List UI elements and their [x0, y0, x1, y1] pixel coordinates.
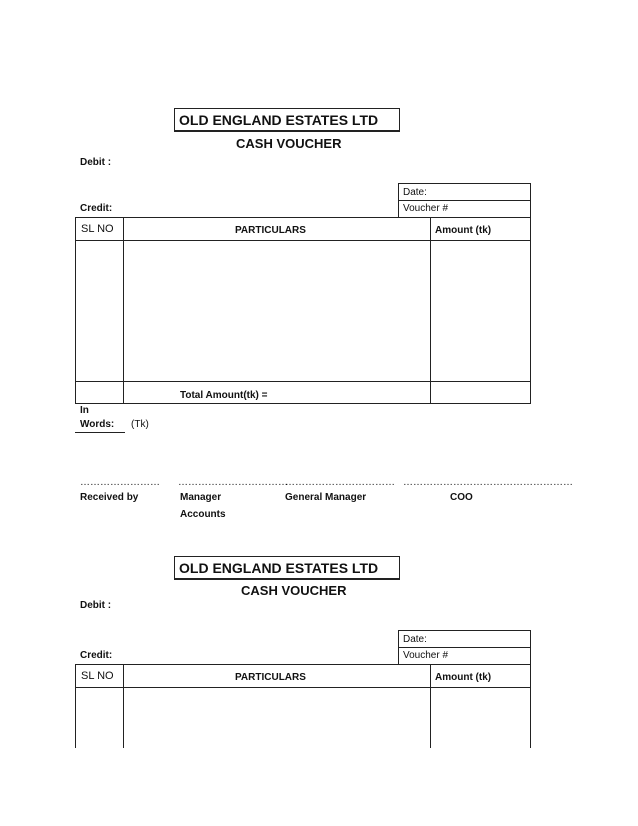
column-header-sl-no: SL NO [81, 223, 114, 235]
debit-label: Debit : [80, 157, 112, 168]
voucher-number-label: Voucher # [403, 203, 449, 214]
in-words-label-2: Words: [80, 419, 115, 430]
date-box-divider [398, 200, 531, 201]
total-amount-label: Total Amount(tk) = [180, 390, 268, 401]
date-box-top [398, 183, 531, 184]
column-header-particulars: PARTICULARS [235, 225, 306, 236]
signature-line-gm: …………………………… [285, 477, 395, 488]
column-header-sl-no: SL NO [81, 670, 114, 682]
date-label: Date: [403, 634, 427, 645]
voucher-title: CASH VOUCHER [241, 583, 347, 598]
date-box-divider [398, 647, 531, 648]
company-name: OLD ENGLAND ESTATES LTD [174, 556, 400, 580]
company-name: OLD ENGLAND ESTATES LTD [174, 108, 400, 132]
signature-line-coo: …………………………………………… [403, 477, 573, 488]
voucher-title: CASH VOUCHER [236, 136, 342, 151]
voucher-number-label: Voucher # [403, 650, 449, 661]
in-words-label: In [80, 405, 89, 416]
column-header-amount: Amount (tk) [435, 225, 492, 236]
in-words-unit: (Tk) [131, 419, 149, 430]
debit-label: Debit : [80, 600, 112, 611]
date-box-top [398, 630, 531, 631]
column-header-amount: Amount (tk) [435, 672, 492, 683]
manager-label: Manager [180, 492, 222, 503]
coo-label: COO [450, 492, 473, 503]
credit-label: Credit: [80, 203, 113, 214]
date-label: Date: [403, 187, 427, 198]
manager-accounts-label: Accounts [180, 509, 226, 520]
signature-line-manager: …………………………… [178, 477, 288, 488]
credit-label: Credit: [80, 650, 113, 661]
signature-line-received: …………………… [80, 477, 160, 488]
general-manager-label: General Manager [285, 492, 367, 503]
received-by-label: Received by [80, 492, 139, 503]
column-header-particulars: PARTICULARS [235, 672, 306, 683]
in-words-underline [75, 432, 125, 433]
